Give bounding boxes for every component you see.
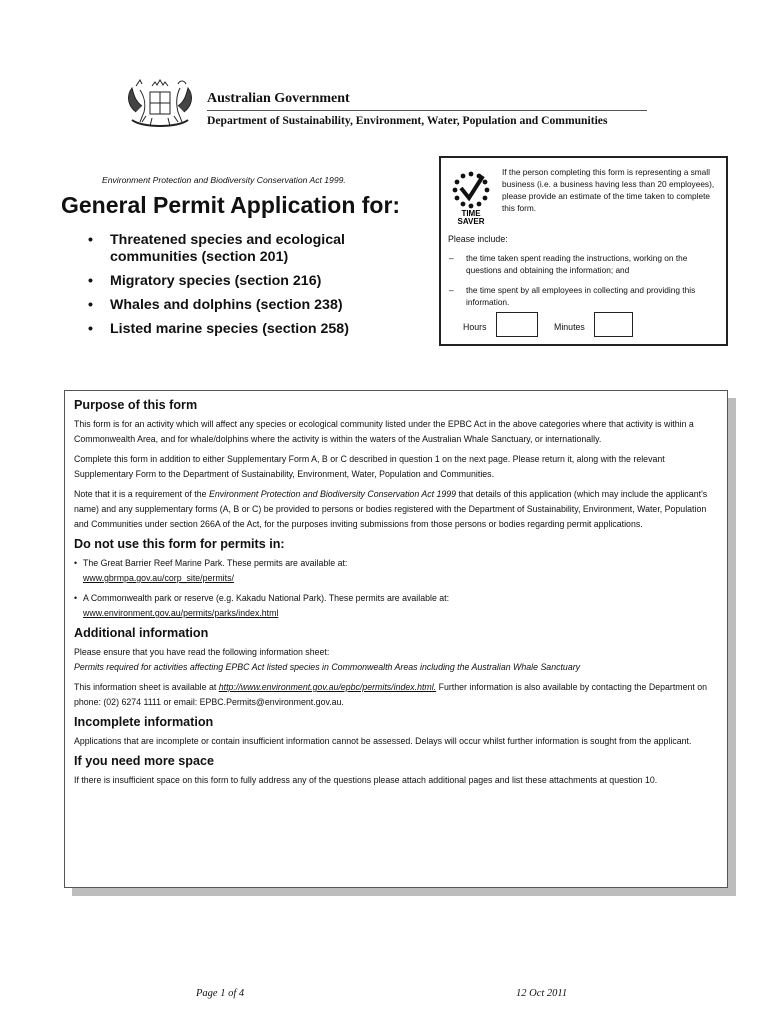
additional-paragraph-2: This information sheet is available at http://www.environment.gov.au/epbc/permits/index.html. Further information is also available by contacting the Department on phone: (02) 6274 1111 or email: EPBC.Permits@environment.gov.au. — [74, 682, 708, 707]
section-heading-more-space: If you need more space — [74, 754, 214, 768]
purpose-paragraph-3: Note that it is a requirement of the Environment Protection and Biodiversity Conservation Act 1999 that details of this application (which may include the applicant's name) and any supplementary forms (A, B or C) be provided to persons or bodies registered with the Department of Sustainability, Environment, Water, Population and Communities under section 266A of the Act, for the purposes inviting submissions from those persons or bodies regarding permit applications. — [74, 489, 708, 529]
list-item: • Whales and dolphins (section 238) — [88, 296, 343, 313]
permit-type-list — [88, 232, 388, 345]
time-saver-box — [439, 156, 728, 346]
list-item: • Migratory species (section 216) — [88, 272, 322, 289]
please-include-label: Please include: — [448, 234, 508, 244]
gbrmpa-permits-link[interactable]: www.gbrmpa.gov.au/corp_site/permits/ — [83, 573, 234, 583]
time-saver-clock-icon — [449, 170, 493, 226]
time-saver-intro: If the person completing this form is representing a small business (i.e. a business having less than 20 employees), please provide an estimate of the time taken to complete this form. — [502, 167, 715, 213]
purpose-box — [64, 390, 728, 888]
act-reference: Environment Protection and Biodiversity Conservation Act 1999. — [102, 175, 346, 185]
additional-paragraph-1: Please ensure that you have read the following information sheet: Permits required for activities affecting EPBC Act listed species in Commonwealth Areas including the Australian Whale Sanctuary — [74, 647, 581, 672]
section-heading-do-not-use: Do not use this form for permits in: — [74, 537, 285, 551]
svg-text:TIME: TIME — [461, 209, 481, 218]
list-item: • Threatened species and ecological communities (section 201) — [88, 232, 345, 265]
list-item: – the time spent by all employees in collecting and providing this information. — [449, 285, 696, 307]
epbc-permits-link[interactable]: http://www.environment.gov.au/epbc/permits/index.html. — [218, 682, 437, 692]
coat-of-arms-logo — [122, 76, 198, 132]
incomplete-paragraph: Applications that are incomplete or contain insufficient information cannot be assessed. Delays will occur whilst further information is sought from the applicant. — [74, 736, 692, 746]
purpose-paragraph-2: Complete this form in addition to either Supplementary Form A, B or C described in question 1 on the next page. Please return it, along with the relevant Supplementary Form to the Department of Sustainability, Environment, Water, Population and Communities. — [74, 454, 665, 479]
do-not-use-list — [74, 556, 717, 621]
list-item: – the time taken spent reading the instructions, working on the questions and obtaining the information; and — [449, 253, 688, 275]
minutes-label: Minutes — [554, 322, 585, 332]
list-item: • Listed marine species (section 258) — [88, 320, 349, 337]
svg-text:SAVER: SAVER — [457, 217, 485, 226]
minutes-input[interactable] — [594, 312, 633, 337]
more-space-paragraph: If there is insufficient space on this form to fully address any of the questions please attach additional pages and list these attachments at question 10. — [74, 775, 658, 785]
header-divider — [207, 110, 647, 111]
list-item: • The Great Barrier Reef Marine Park. These permits are available at: www.gbrmpa.gov.au/corp_site/permits/ — [74, 558, 348, 583]
purpose-paragraph-1: This form is for an activity which will affect any species or ecological community listed under the EPBC Act in the above categories where that activity is within a Commonwealth Area, and for whale/dolphins where the activity is within the waters of the Australian Whale Sanctuary, or internationally. — [74, 419, 694, 444]
page-title: General Permit Application for: — [61, 192, 401, 218]
list-item: • A Commonwealth park or reserve (e.g. Kakadu National Park). These permits are available at: www.environment.gov.au/permits/parks/index.html — [74, 593, 450, 618]
section-heading-additional: Additional information — [74, 626, 209, 640]
hours-input[interactable] — [496, 312, 538, 337]
footer-date: 12 Oct 2011 — [516, 988, 568, 999]
hours-label: Hours — [463, 322, 487, 332]
section-heading-purpose: Purpose of this form — [74, 398, 198, 412]
department-name: Department of Sustainability, Environment, Water, Population and Communities — [207, 114, 608, 127]
government-name: Australian Government — [207, 91, 350, 106]
page-number: Page 1 of 4 — [196, 988, 245, 999]
section-heading-incomplete: Incomplete information — [74, 715, 214, 729]
info-sheet-title: Permits required for activities affecting EPBC Act listed species in Commonwealth Areas including the Australian Whale Sanctuary — [74, 662, 581, 672]
parks-permits-link[interactable]: www.environment.gov.au/permits/parks/index.html — [83, 608, 279, 618]
